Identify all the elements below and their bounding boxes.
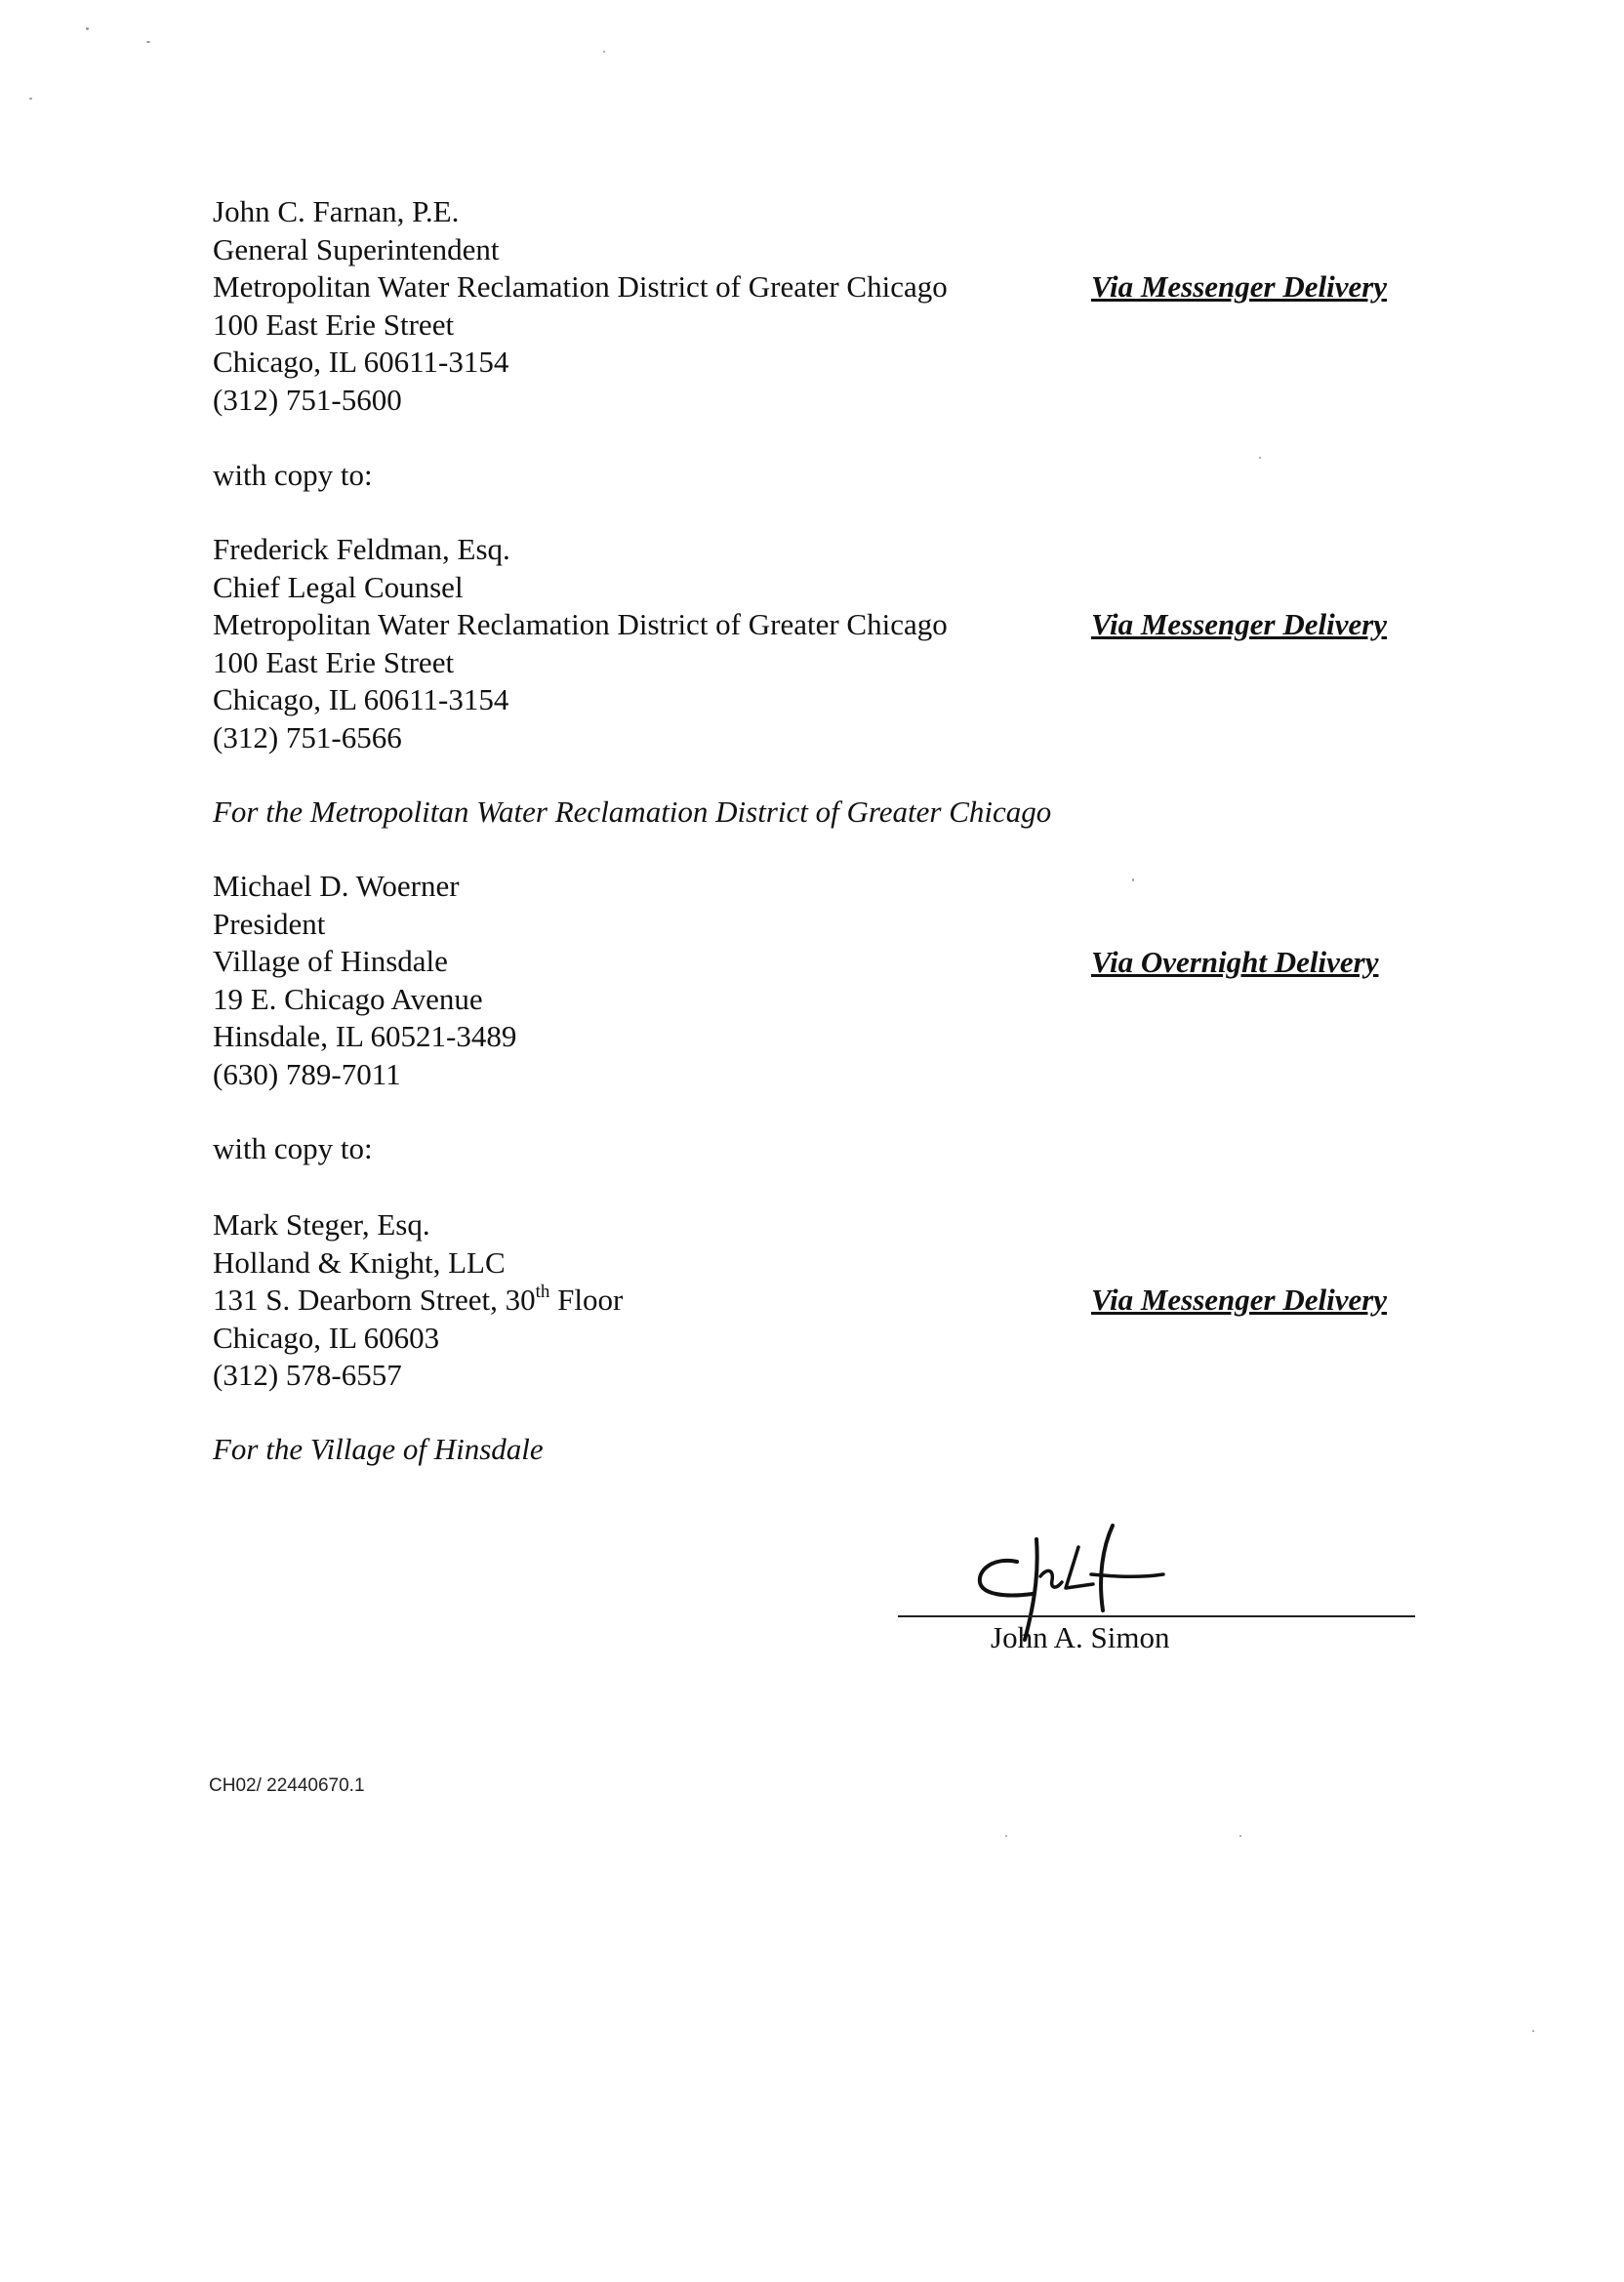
addressee-phone: (312) 751-6566 xyxy=(213,719,402,754)
copy-to-label: with copy to: xyxy=(213,1131,373,1165)
addressee-title: General Superintendent xyxy=(213,231,500,266)
addressee-1 xyxy=(213,193,1091,419)
addressee-3 xyxy=(213,868,1091,1093)
addressee-4 xyxy=(213,1206,1091,1395)
addressee-phone: (312) 578-6557 xyxy=(213,1358,402,1392)
document-id: CH02/ 22440670.1 xyxy=(209,1775,365,1796)
delivery-method: Via Messenger Delivery xyxy=(1091,607,1388,641)
for-line: For the Metropolitan Water Reclamation District of Greater Chicago xyxy=(213,795,1052,829)
addressee-phone: (312) 751-5600 xyxy=(213,382,402,417)
addressee-firm: Holland & Knight, LLC xyxy=(213,1244,506,1280)
addressee-organization: Village of Hinsdale xyxy=(213,944,448,978)
delivery-method: Via Overnight Delivery xyxy=(1091,945,1379,979)
signature-block xyxy=(898,1518,1425,1684)
ordinal-suffix: th xyxy=(535,1281,550,1302)
scan-speck xyxy=(1259,457,1261,459)
scan-speck xyxy=(603,51,605,53)
addressee-street xyxy=(213,1282,1091,1320)
addressee-city: Hinsdale, IL 60521-3489 xyxy=(213,1019,517,1053)
scan-speck xyxy=(1005,1835,1007,1837)
scan-speck xyxy=(1239,1835,1241,1837)
scan-speck xyxy=(1532,2030,1534,2032)
addressee-street: 100 East Erie Street xyxy=(213,644,455,679)
addressee-name: Mark Steger, Esq. xyxy=(213,1207,430,1242)
signature-line xyxy=(898,1615,1415,1617)
delivery-method: Via Messenger Delivery xyxy=(1091,1283,1388,1317)
addressee-name: Michael D. Woerner xyxy=(213,869,460,903)
street-text: 131 S. Dearborn Street, 30 xyxy=(213,1283,536,1317)
addressee-organization: Metropolitan Water Reclamation District of Greater Chicago xyxy=(213,607,948,641)
scan-speck xyxy=(86,27,89,30)
scan-speck xyxy=(29,98,32,100)
addressee-name: Frederick Feldman, Esq. xyxy=(213,532,510,566)
addressee-name: John C. Farnan, P.E. xyxy=(213,194,460,228)
delivery-method: Via Messenger Delivery xyxy=(1091,269,1388,304)
addressee-organization: Metropolitan Water Reclamation District of Greater Chicago xyxy=(213,269,948,304)
scan-speck xyxy=(146,41,150,43)
addressee-title: Chief Legal Counsel xyxy=(213,569,464,604)
scan-speck xyxy=(1132,878,1134,881)
signatory-name: John A. Simon xyxy=(991,1620,1170,1654)
addressee-phone: (630) 789-7011 xyxy=(213,1056,401,1091)
addressee-city: Chicago, IL 60603 xyxy=(213,1320,440,1355)
for-line: For the Village of Hinsdale xyxy=(213,1432,544,1466)
addressee-city: Chicago, IL 60611-3154 xyxy=(213,682,509,716)
addressee-street: 100 East Erie Street xyxy=(213,306,455,342)
addressee-2 xyxy=(213,531,1091,756)
addressee-city: Chicago, IL 60611-3154 xyxy=(213,345,509,379)
addressee-street: 19 E. Chicago Avenue xyxy=(213,981,483,1016)
addressee-title: President xyxy=(213,906,326,941)
copy-to-label: with copy to: xyxy=(213,458,373,492)
floor-text: Floor xyxy=(549,1283,624,1317)
